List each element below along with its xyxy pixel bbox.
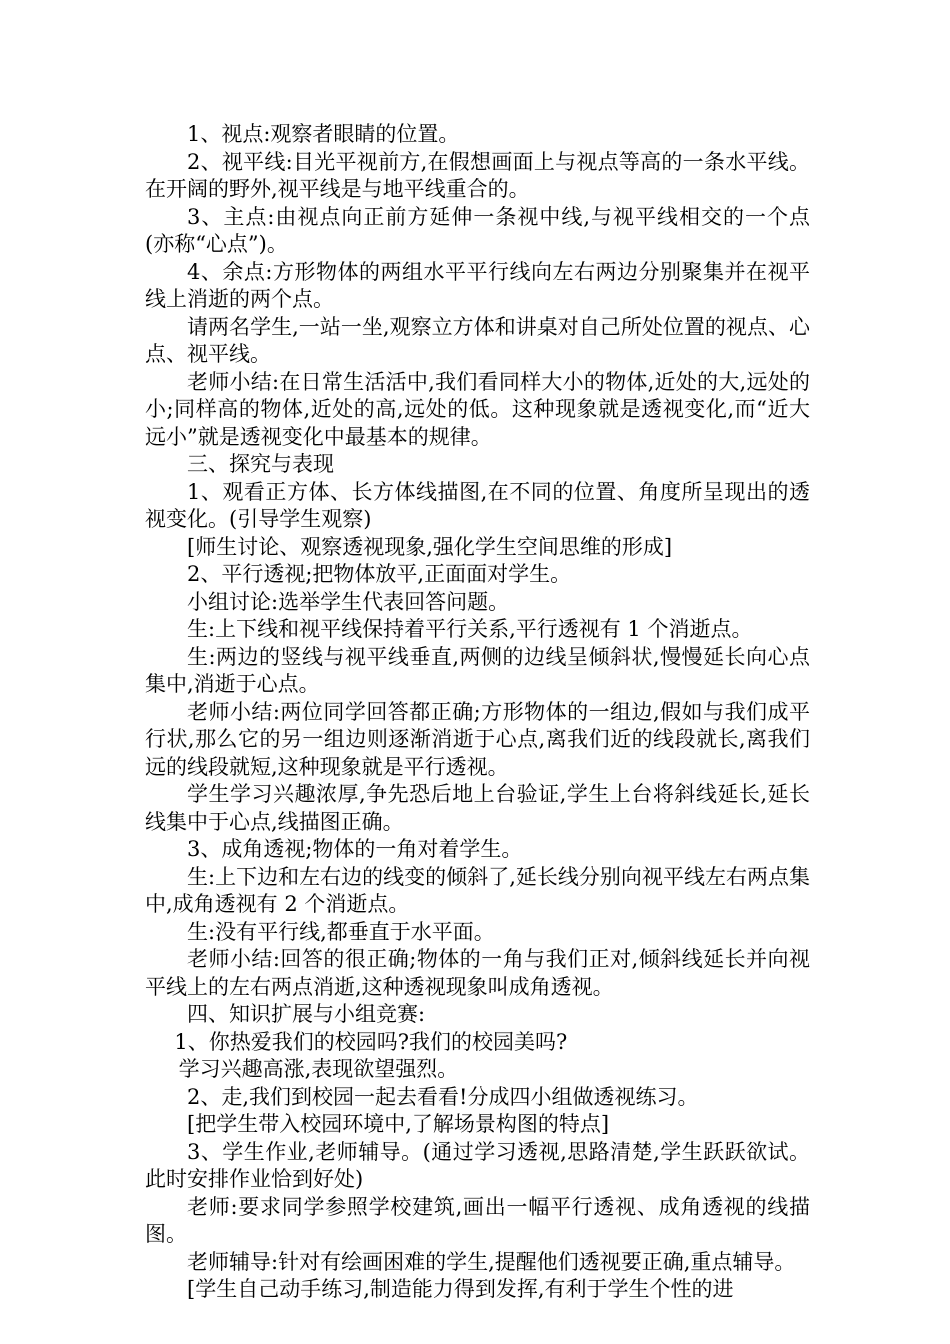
paragraph-student-answer-2: 生:两边的竖线与视平线垂直,两侧的边线呈倾斜状,慢慢延长向心点集中,消逝于心点。 — [145, 644, 810, 696]
paragraph-student-answer-3: 生:上下边和左右边的线变的倾斜了,延长线分别向视平线左右两点集中,成角透视有 2 个消逝点。 — [145, 864, 810, 916]
section-heading-extension: 四、知识扩展与小组竞赛: — [187, 1002, 426, 1026]
paragraph-go-campus: 2、走,我们到校园一起去看看!分成四小组做透视练习。 — [187, 1084, 699, 1109]
paragraph-teacher-summary-3: 老师小结:回答的很正确;物体的一角与我们正对,倾斜线延长并向视平线上的左右两点消逝,这种透视现象叫成角透视。 — [145, 947, 810, 999]
paragraph-horizon-line: 2、视平线:目光平视前方,在假想画面上与视点等高的一条水平线。在开阔的野外,视平线是与地平线重合的。 — [145, 149, 810, 201]
paragraph-practice-note: [学生自己动手练习,制造能力得到发挥,有利于学生个性的进 — [187, 1277, 734, 1301]
paragraph-teacher-summary-2: 老师小结:两位同学回答都正确;方形物体的一组边,假如与我们成平行状,那么它的另一组边则逐渐消逝于心点,离我们近的线段就长,离我们远的线段就短,这种现象就是平行透视。 — [145, 699, 810, 779]
paragraph-observe-drawings: 1、观看正方体、长方体线描图,在不同的位置、角度所呈现出的透视变化。(引导学生观察) — [145, 479, 810, 531]
paragraph-teacher-requirement: 老师:要求同学参照学校建筑,画出一幅平行透视、成角透视的线描图。 — [145, 1194, 810, 1246]
paragraph-vanishing-points: 4、余点:方形物体的两组水平平行线向左右两边分别聚集并在视平线上消逝的两个点。 — [145, 259, 810, 311]
section-heading-explore: 三、探究与表现 — [187, 452, 334, 476]
paragraph-student-homework: 3、学生作业,老师辅导。(通过学习透视,思路清楚,学生跃跃欲试。此时安排作业恰到好处) — [145, 1139, 810, 1191]
paragraph-teacher-guidance: 老师辅导:针对有绘画困难的学生,提醒他们透视要正确,重点辅导。 — [187, 1249, 796, 1274]
paragraph-love-campus: 1、你热爱我们的校园吗?我们的校园美吗? — [174, 1029, 568, 1054]
paragraph-interest-high: 学习兴趣高涨,表现欲望强烈。 — [178, 1057, 459, 1081]
paragraph-campus-note: [把学生带入校园环境中,了解场景构图的特点] — [187, 1112, 610, 1136]
paragraph-principal-point: 3、主点:由视点向正前方延伸一条视中线,与视平线相交的一个点(亦称“心点”)。 — [145, 204, 810, 256]
paragraph-student-observe: 请两名学生,一站一坐,观察立方体和讲桌对自己所处位置的视点、心点、视平线。 — [145, 314, 810, 366]
paragraph-discussion-note: [师生讨论、观察透视现象,强化学生空间思维的形成] — [187, 534, 673, 559]
paragraph-viewpoint: 1、视点:观察者眼睛的位置。 — [187, 122, 460, 146]
paragraph-student-answer-1: 生:上下线和视平线保持着平行关系,平行透视有 1 个消逝点。 — [187, 617, 753, 641]
paragraph-teacher-summary-1: 老师小结:在日常生活活中,我们看同样大小的物体,近处的大,远处的小;同样高的物体,近处的高,远处的低。这种现象就是透视变化,而“近大远小”就是透视变化中最基本的规律。 — [145, 369, 810, 449]
paragraph-student-verify: 学生学习兴趣浓厚,争先恐后地上台验证,学生上台将斜线延长,延长线集中于心点,线描图正确。 — [145, 782, 810, 834]
paragraph-angular-perspective: 3、成角透视;物体的一角对着学生。 — [187, 837, 523, 861]
paragraph-group-discussion: 小组讨论:选举学生代表回答问题。 — [187, 589, 510, 614]
paragraph-parallel-perspective: 2、平行透视;把物体放平,正面面对学生。 — [187, 562, 572, 586]
document-body — [145, 121, 810, 1304]
paragraph-student-answer-4: 生:没有平行线,都垂直于水平面。 — [187, 919, 495, 944]
